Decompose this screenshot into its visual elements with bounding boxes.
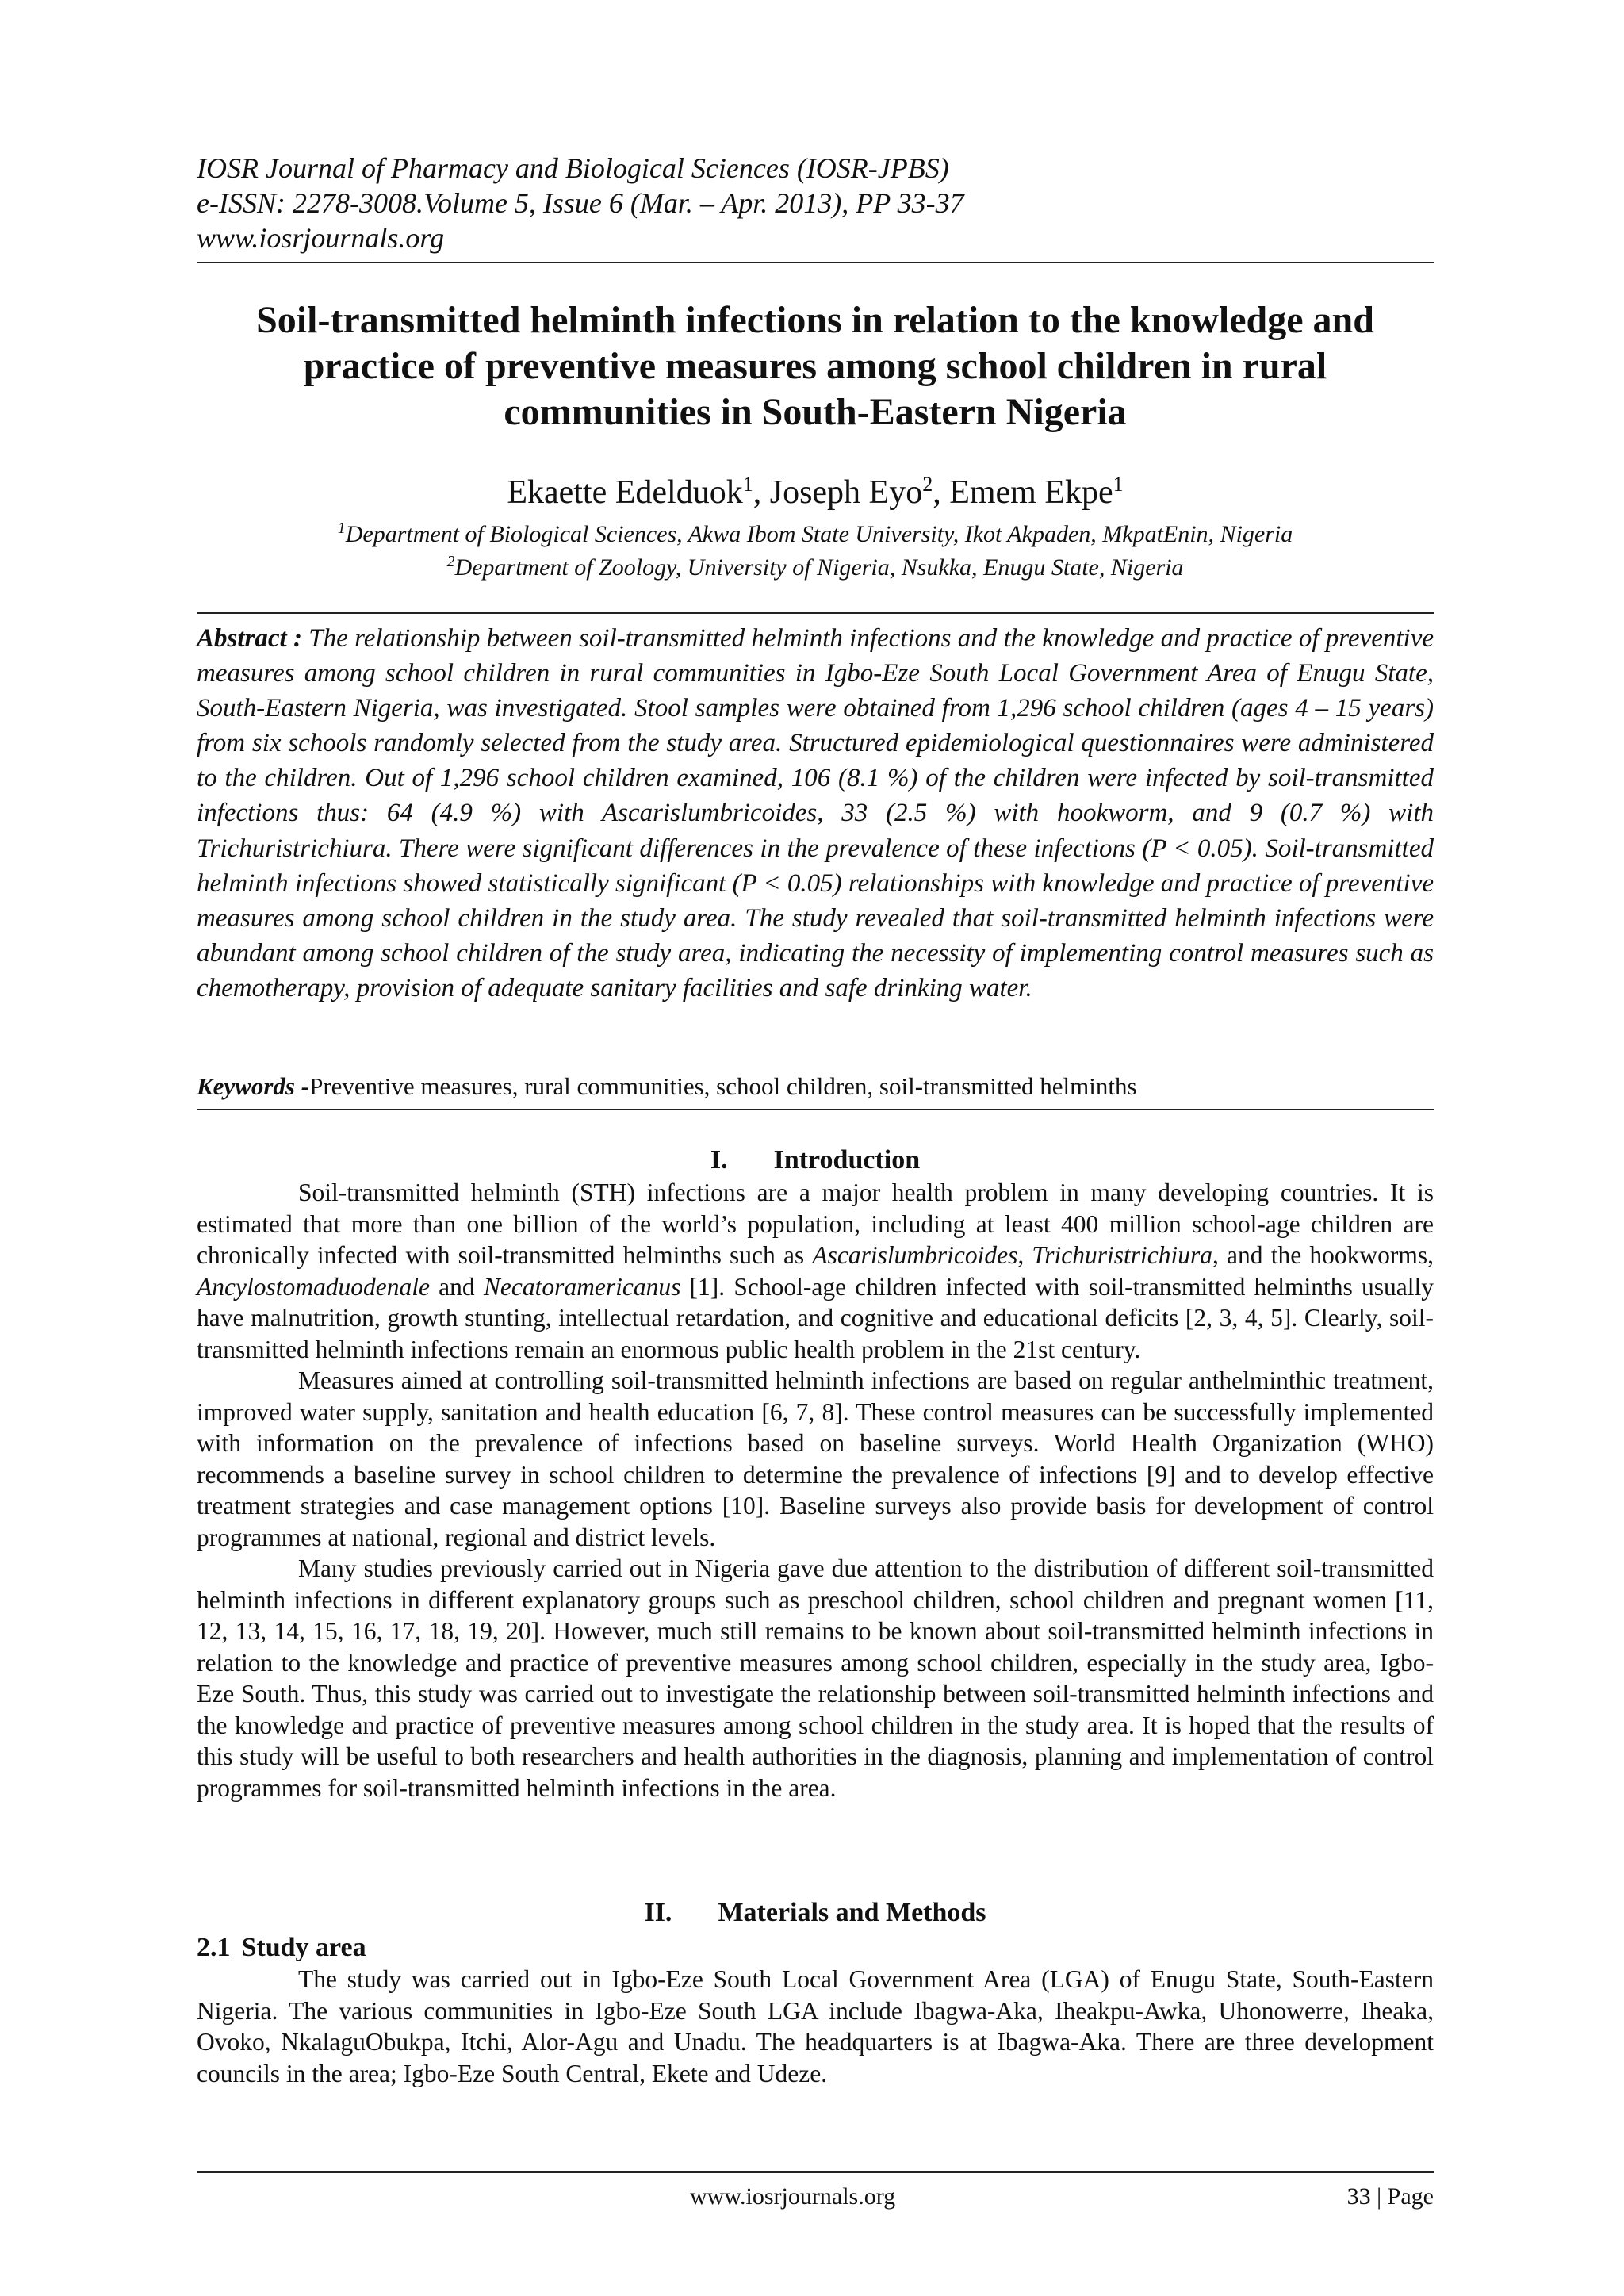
text-run: Soil-transmitted helminth (STH) infections are a major health problem in many developing countries. It is estimated that more than one billion of the world’s population, including at least 400 million school-age children are chronically infected with soil-transmitted helminths such as (197, 1179, 1434, 1269)
section-number: II. (644, 1898, 672, 1927)
affiliation-text: Department of Biological Sciences, Akwa Ibom State University, Ikot Akpaden, MkpatEnin, Nigeria (345, 521, 1293, 547)
abstract-bottom-rule (197, 1109, 1434, 1110)
text-run: [1]. School-age children infected with soil-transmitted helminths usually have malnutrition, growth stunting, intellectual retardation, and cognitive and educational deficits [2, 3, 4, 5]. Clearly, soil-transmitted helminth infections remain an enormous public health problem in the 21st century. (197, 1272, 1434, 1363)
author-name: Ekaette Edelduok (507, 474, 743, 511)
text-run: , and the hookworms, (1212, 1241, 1434, 1269)
abstract-text: The relationship between soil-transmitted helminth infections and the knowledge and practice of preventive measures among school children in rural communities in Igbo-Eze South Local Government Area of Enugu State, South-Eastern Nigeria, was investigated. Stool samples were obtained from 1,296 school children (ages 4 – 15 years) from six schools randomly selected from the study area. Structured epidemiological questionnaires were administered to the children. Out of 1,296 school children examined, 106 (8.1 %) of the children were infected by soil-transmitted infections thus: 64 (4.9 %) with Ascarislumbricoides, 33 (2.5 %) with hookworm, and 9 (0.7 %) with Trichuristrichiura. There were significant differences in the prevalence of these infections (P < 0.05). Soil-transmitted helminth infections showed statistically significant (P < 0.05) relationships with knowledge and practice of preventive measures among school children in the study area. The study revealed that soil-transmitted helminth infections were abundant among school children of the study area, indicating the necessity of implementing control measures such as chemotherapy, provision of adequate sanitary facilities and safe drinking water. (197, 624, 1434, 1002)
author-name: Emem Ekpe (949, 474, 1113, 511)
author-separator: , (753, 474, 770, 511)
affiliation-text: Department of Zoology, University of Nigeria, Nsukka, Enugu State, Nigeria (454, 554, 1184, 581)
keywords (197, 1071, 1434, 1102)
journal-name: IOSR Journal of Pharmacy and Biological Sciences (IOSR-JPBS) (197, 152, 949, 184)
introduction-body (197, 1177, 1434, 1803)
section-number: I. (710, 1145, 728, 1175)
study-area-body (197, 1964, 1434, 2089)
species-name: Necatoramericanus (483, 1272, 681, 1301)
section-title: Introduction (773, 1145, 921, 1175)
intro-paragraph-1 (197, 1177, 1434, 1365)
author-affil-mark: 2 (922, 473, 933, 496)
keywords-label: Keywords - (197, 1072, 310, 1100)
subsection-heading-study-area (197, 1932, 366, 1964)
keywords-text: Preventive measures, rural communities, school children, soil-transmitted helminths (309, 1072, 1137, 1100)
abstract-label: Abstract : (197, 624, 302, 653)
abstract (197, 621, 1434, 1006)
paper-title: Soil-transmitted helminth infections in relation to the knowledge and practice of preventive measures among school children in rural communities in South-Eastern Nigeria (256, 299, 1374, 433)
species-name: Ancylostomaduodenale (197, 1272, 430, 1301)
journal-header (197, 151, 1434, 255)
study-area-paragraph: The study was carried out in Igbo-Eze South Local Government Area (LGA) of Enugu State, South-Eastern Nigeria. The various communities in Igbo-Eze South LGA include Ibagwa-Aka, Iheakpu-Awka, Uhonowerre, Iheaka, Ovoko, NkalaguObukpa, Itchi, Alor-Agu and Unadu. The headquarters is at Ibagwa-Aka. There are three development councils in the area; Igbo-Eze South Central, Ekete and Udeze. (197, 1965, 1434, 2087)
species-name: Ascarislumbricoides, Trichuristrichiura (812, 1241, 1212, 1269)
affiliation-mark: 2 (446, 553, 455, 570)
section-title: Materials and Methods (718, 1898, 986, 1927)
affiliation-2 (197, 552, 1434, 584)
subsection-number: 2.1 (197, 1933, 231, 1962)
footer-rule (197, 2171, 1434, 2173)
journal-issue: e-ISSN: 2278-3008.Volume 5, Issue 6 (Mar. – Apr. 2013), PP 33-37 (197, 187, 964, 219)
author-separator: , (933, 474, 950, 511)
author-name: Joseph Eyo (769, 474, 923, 511)
section-heading-methods (197, 1897, 1434, 1929)
footer-url: www.iosrjournals.org (690, 2183, 896, 2210)
author-affil-mark: 1 (742, 473, 753, 496)
intro-paragraph-2: Measures aimed at controlling soil-transmitted helminth infections are based on regular anthelminthic treatment, improved water supply, sanitation and health education [6, 7, 8]. These control measures can be successfully implemented with information on the prevalence of infections based on baseline surveys. World Health Organization (WHO) recommends a baseline survey in school children to determine the prevalence of infections [9] and to develop effective treatment strategies and case management options [10]. Baseline surveys also provide basis for development of control programmes at national, regional and district levels. (197, 1366, 1434, 1551)
author-affil-mark: 1 (1113, 473, 1124, 496)
affiliation-1 (197, 519, 1434, 550)
abstract-top-rule (197, 612, 1434, 614)
journal-url: www.iosrjournals.org (197, 222, 445, 254)
subsection-title: Study area (241, 1933, 366, 1962)
text-run: and (429, 1272, 484, 1301)
page-number: 33 | Page (1346, 2183, 1434, 2210)
header-rule (197, 262, 1434, 263)
affiliation-mark: 1 (337, 519, 346, 537)
author-list (197, 473, 1434, 512)
section-heading-introduction (197, 1144, 1434, 1176)
intro-paragraph-3: Many studies previously carried out in Nigeria gave due attention to the distribution of different soil-transmitted helminth infections in different explanatory groups such as preschool children, school children and pregnant women [11, 12, 13, 14, 15, 16, 17, 18, 19, 20]. However, much still remains to be known about soil-transmitted helminth infections in relation to the knowledge and practice of preventive measures among school children, especially in the study area, Igbo-Eze South. Thus, this study was carried out to investigate the relationship between soil-transmitted helminth infections and the knowledge and practice of preventive measures among school children in the study area. It is hoped that the results of this study will be useful to both researchers and health authorities in the diagnosis, planning and implementation of control programmes for soil-transmitted helminth infections in the area. (197, 1554, 1434, 1802)
